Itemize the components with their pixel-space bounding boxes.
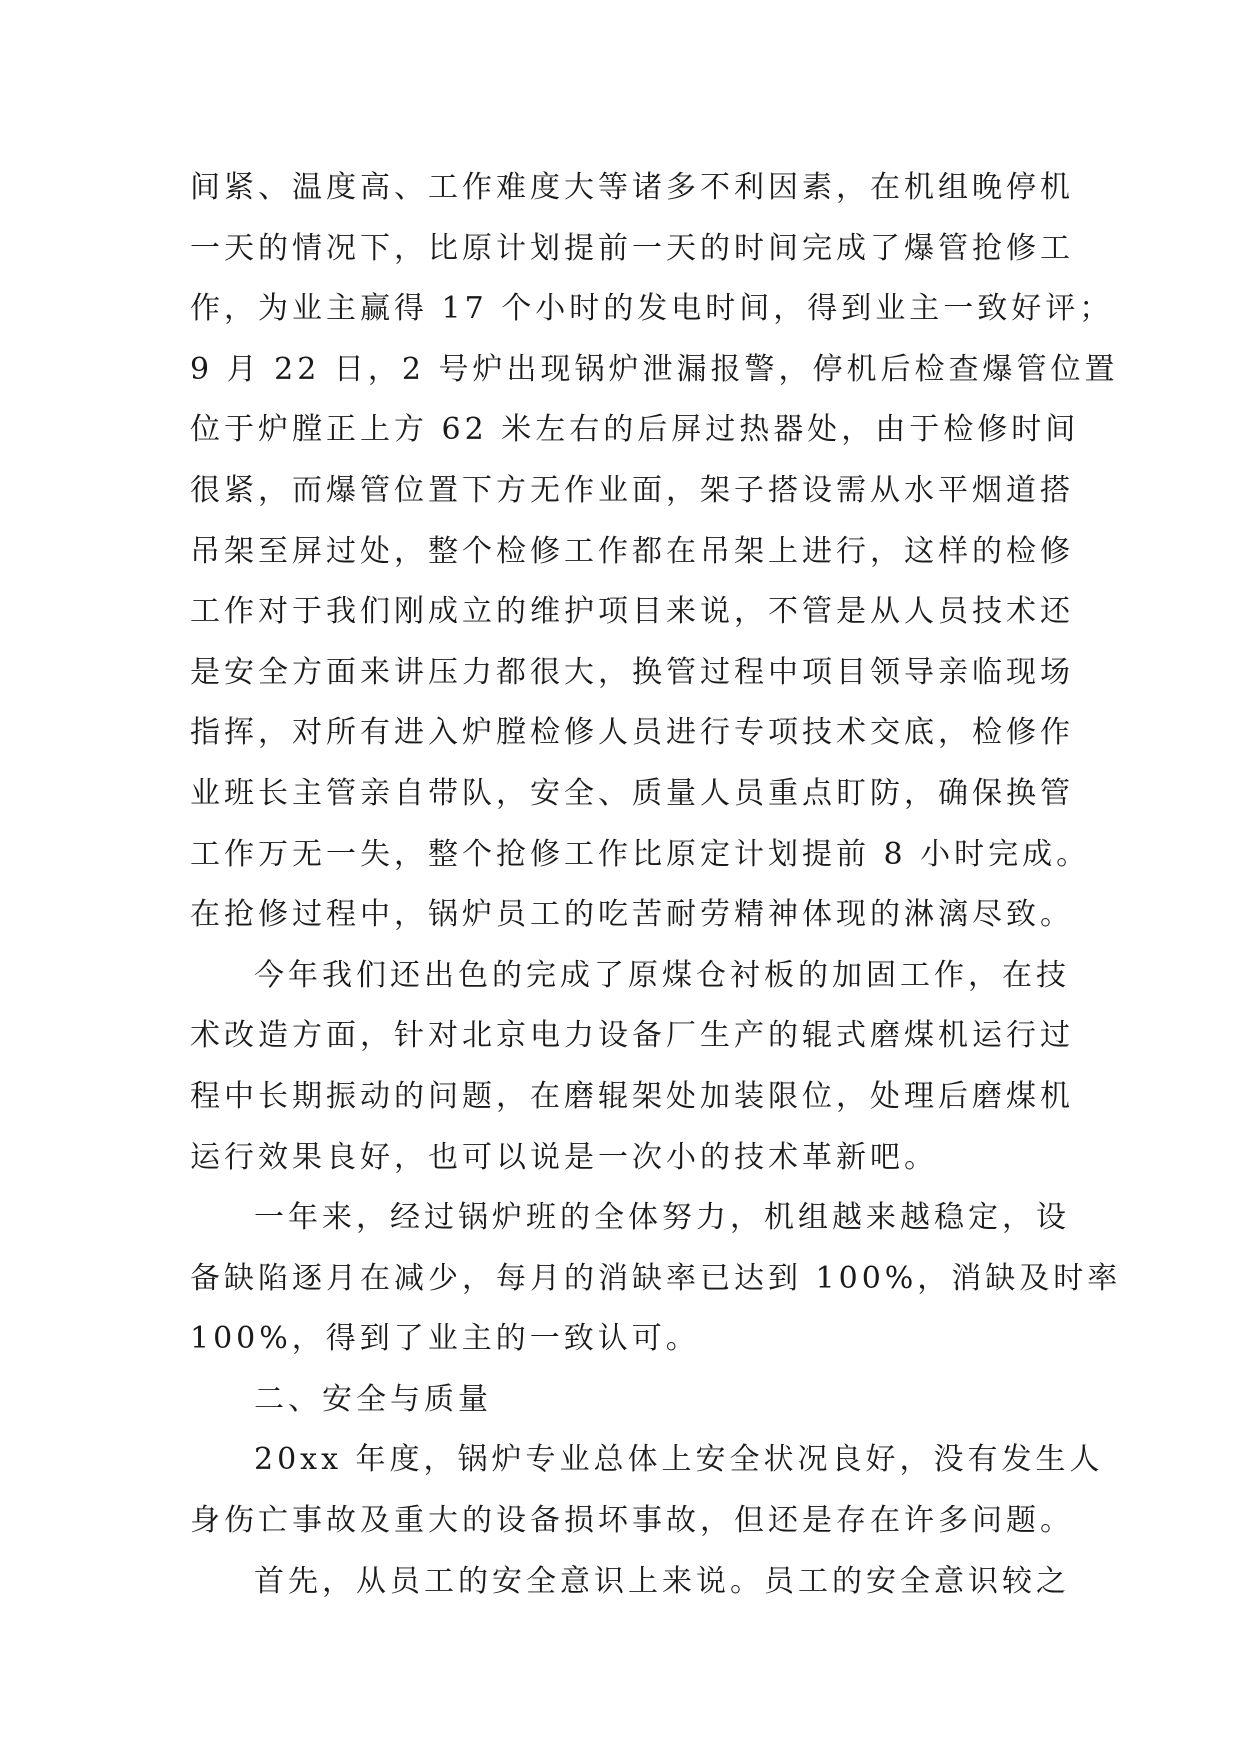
text-line: 间紧、温度高、工作难度大等诸多不利因素，在机组晚停机 xyxy=(190,170,1074,205)
document-body xyxy=(190,158,1122,1612)
text-line: 工作对于我们刚成立的维护项目来说，不管是从人员技术还 xyxy=(190,594,1074,630)
text-line: 位于炉膛正上方 62 米左右的后屏过热器处，由于检修时间 xyxy=(190,412,1080,448)
text-line: 在抢修过程中，锅炉员工的吃苦耐劳精神体现的淋漓尽致。 xyxy=(190,897,1074,933)
text-line: 备缺陷逐月在减少，每月的消缺率已达到 100%，消缺及时率 xyxy=(190,1260,1122,1296)
text-line: 很紧，而爆管位置下方无作业面，架子搭设需从水平烟道搭 xyxy=(190,472,1074,508)
text-line: 是安全方面来讲压力都很大，换管过程中项目领导亲临现场 xyxy=(190,654,1074,690)
text-line: 吊架至屏过处，整个检修工作都在吊架上进行，这样的检修 xyxy=(190,533,1074,569)
text-line: 作，为业主赢得 17 个小时的发电时间，得到业主一致好评； xyxy=(190,291,1114,327)
text-line: 术改造方面，针对北京电力设备厂生产的辊式磨煤机运行过 xyxy=(190,1018,1074,1054)
text-line: 一天的情况下，比原计划提前一天的时间完成了爆管抢修工 xyxy=(190,230,1074,266)
text-line: 指挥，对所有进入炉膛检修人员进行专项技术交底，检修作 xyxy=(190,715,1074,751)
paragraph-start-line: 一年来，经过锅炉班的全体努力，机组越来越稳定，设 xyxy=(254,1200,1070,1236)
text-line: 9 月 22 日，2 号炉出现锅炉泄漏报警，停机后检查爆管位置 xyxy=(190,351,1119,387)
paragraph-start-line: 首先，从员工的安全意识上来说。员工的安全意识较之 xyxy=(254,1563,1070,1599)
text-line: 工作万无一失，整个抢修工作比原定计划提前 8 小时完成。 xyxy=(190,836,1091,872)
text-line: 身伤亡事故及重大的设备损坏事故，但还是存在许多问题。 xyxy=(190,1503,1074,1539)
text-line: 业班长主管亲自带队，安全、质量人员重点盯防，确保换管 xyxy=(190,775,1074,811)
text-line: 运行效果良好，也可以说是一次小的技术革新吧。 xyxy=(190,1139,938,1175)
paragraph-start-line: 今年我们还出色的完成了原煤仓衬板的加固工作，在技 xyxy=(254,957,1070,993)
section-heading: 二、安全与质量 xyxy=(254,1381,492,1417)
paragraph-start-line: 20xx 年度，锅炉专业总体上安全状况良好，没有发生人 xyxy=(254,1442,1104,1478)
text-line: 程中长期振动的问题，在磨辊架处加装限位，处理后磨煤机 xyxy=(190,1078,1074,1114)
text-line: 100%，得到了业主的一致认可。 xyxy=(190,1321,700,1357)
